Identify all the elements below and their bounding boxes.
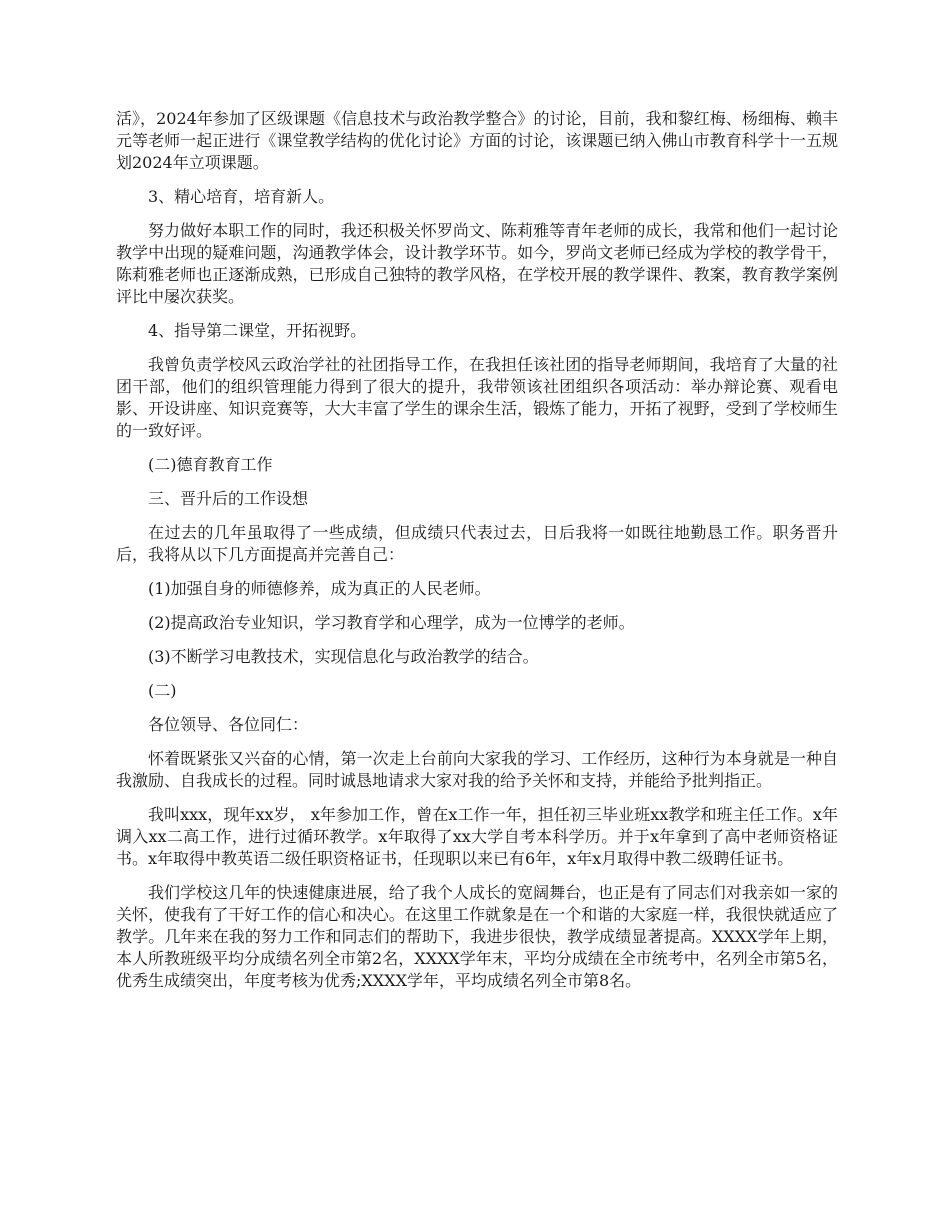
heading-moral-education: (二)德育教育工作 [148, 455, 273, 474]
heading-cultivate-new-teachers: 3、精心培育，培育新人。 [148, 187, 335, 206]
paragraph-future-intentions: 在过去的几年虽取得了一些成绩，但成绩只代表过去，日后我将一如既往地勤恳工作。职务晋升后，我将从以下几方面提高并完善自己： [116, 523, 838, 564]
list-item-technology: (3)不断学习电教技术，实现信息化与政治教学的结合。 [148, 647, 539, 666]
paragraph-personal-background: 我叫xxx，现年xx岁， x年参加工作，曾在x工作一年，担任初三毕业班xx教学和班主任工作。x年调入xx二高工作，进行过循环教学。x年取得了xx大学自考本科学历。并于x年拿到了高中老师资格证书。x年取得中教英语二级任职资格证书，任现职以来已有6年，x年x月取得中教二级聘任证书。 [116, 805, 838, 868]
heading-work-plans: 三、晋升后的工作设想 [148, 489, 309, 508]
paragraph-research-topics: 活》，2024年参加了区级课题《信息技术与政治教学整合》的讨论，目前，我和黎红梅、杨细梅、赖丰元等老师一起正进行《课堂教学结构的优化讨论》方面的讨论，该课题已纳入佛山市教育科学十一五规划2024年立项课题。 [116, 109, 838, 172]
greeting: 各位领导、各位同仁： [148, 715, 309, 734]
list-item-knowledge: (2)提高政治专业知识，学习教育学和心理学，成为一位博学的老师。 [148, 613, 635, 632]
paragraph-mentoring-young-teachers: 努力做好本职工作的同时，我还积极关怀罗尚文、陈莉雅等青年老师的成长，我常和他们一起讨论教学中出现的疑难问题，沟通教学体会，设计教学环节。如今，罗尚文老师已经成为学校的教学骨干，陈莉雅老师也正逐渐成熟，已形成自己独特的教学风格，在学校开展的教学课件、教案，教育教学案例评比中屡次获奖。 [116, 221, 838, 306]
paragraph-introduction: 怀着既紧张又兴奋的心情，第一次走上台前向大家我的学习、工作经历，这种行为本身就是一种自我激励、自我成长的过程。同时诚恳地请求大家对我的给予关怀和支持，并能给予批判指正。 [116, 749, 838, 790]
heading-second-classroom: 4、指导第二课堂，开拓视野。 [148, 321, 367, 340]
list-item-ethics: (1)加强自身的师德修养，成为真正的人民老师。 [148, 579, 491, 598]
paragraph-school-development: 我们学校这几年的快速健康进展，给了我个人成长的宽阔舞台，也正是有了同志们对我亲如一家的关怀，使我有了干好工作的信心和决心。在这里工作就象是在一个和谐的大家庭一样，我很快就适应了教学。几年来在我的努力工作和同志们的帮助下，我进步很快，教学成绩显著提高。XXXX学年上期，本人所教班级平均分成绩名列全市第2名，XXXX学年末，平均分成绩在全市统考中，名列全市第5名，优秀生成绩突出，年度考核为优秀;XXXX学年，平均成绩名列全市第8名。 [116, 883, 838, 990]
section-marker-two: (二) [148, 681, 177, 700]
paragraph-club-guidance: 我曾负责学校风云政治学社的社团指导工作，在我担任该社团的指导老师期间，我培育了大量的社团干部，他们的组织管理能力得到了很大的提升，我带领该社团组织各项活动：举办辩论赛、观看电影、开设讲座、知识竞赛等，大大丰富了学生的课余生活，锻炼了能力，开拓了视野，受到了学校师生的一致好评。 [116, 355, 838, 440]
document-page [116, 108, 838, 1004]
